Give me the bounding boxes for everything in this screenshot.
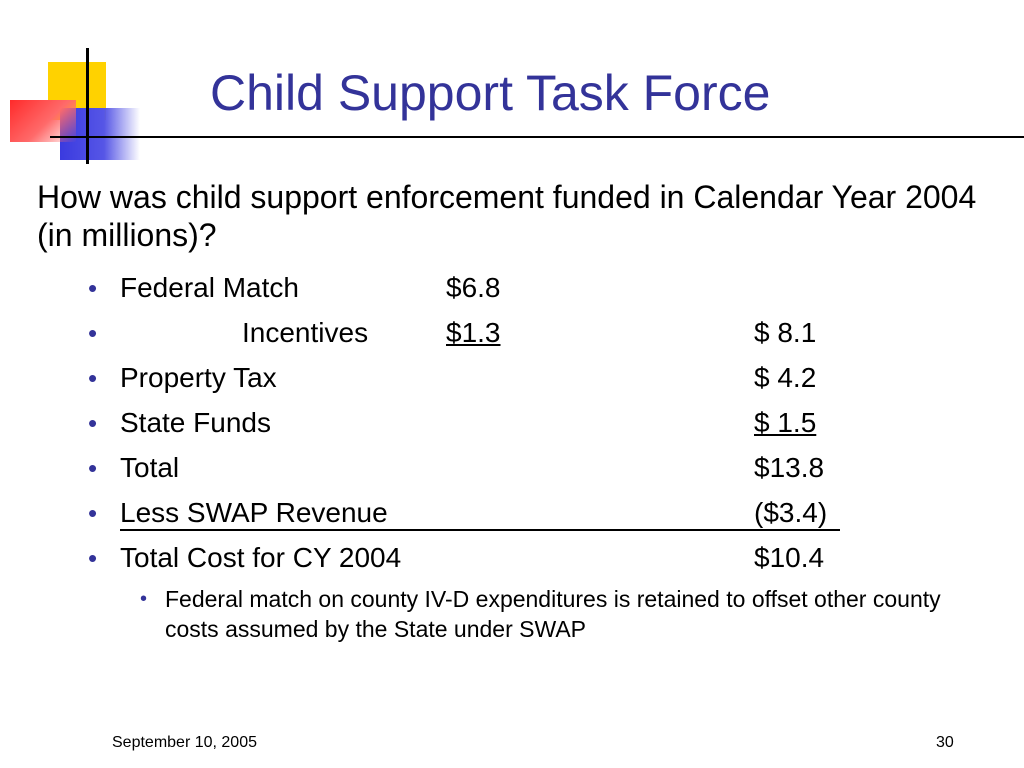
bullet-icon: • xyxy=(88,318,98,348)
title-divider-line xyxy=(50,136,1024,138)
funding-list xyxy=(88,270,988,585)
bullet-icon: • xyxy=(88,408,98,438)
item-label: Property Tax xyxy=(120,362,277,393)
item-amount: $10.4 xyxy=(754,542,825,573)
item-amount: $ 4.2 xyxy=(754,362,817,393)
list-item-federal-match xyxy=(88,270,988,315)
bullet-icon: • xyxy=(88,273,98,303)
sub-bullet-text: Federal match on county IV-D expenditures is retained to offset other county costs assumed by the State under SWAP xyxy=(165,586,941,642)
item-label: Federal Match xyxy=(120,272,299,303)
item-amount: $ 8.1 xyxy=(754,317,817,348)
slide-number: 30 xyxy=(936,734,954,751)
list-item-less-swap-revenue xyxy=(88,495,988,540)
bullet-icon: • xyxy=(88,498,98,528)
bullet-icon: • xyxy=(88,363,98,393)
logo-vertical-line xyxy=(86,48,89,164)
item-amount: $13.8 xyxy=(754,452,825,483)
item-label: Total Cost for CY 2004 xyxy=(120,542,402,573)
item-label: State Funds xyxy=(120,407,271,438)
item-subamount: $1.3 xyxy=(446,317,501,348)
item-subamount: $6.8 xyxy=(446,272,501,303)
footer-date: September 10, 2005 xyxy=(112,734,257,751)
list-item-total-cost xyxy=(88,540,988,585)
item-amount: $ 1.5 xyxy=(754,407,817,438)
item-label: Incentives xyxy=(242,317,369,348)
list-item-property-tax xyxy=(88,360,988,405)
bullet-icon: • xyxy=(88,453,98,483)
list-item-state-funds xyxy=(88,405,988,450)
bullet-icon: • xyxy=(88,543,98,573)
list-item-total xyxy=(88,450,988,495)
slide-title: Child Support Task Force xyxy=(210,65,771,121)
item-amount: ($3.4) xyxy=(754,497,828,528)
item-label: Less SWAP Revenue xyxy=(120,497,388,528)
item-label: Total xyxy=(120,452,180,483)
intro-question: How was child support enforcement funded in Calendar Year 2004 (in millions)? xyxy=(37,179,977,253)
sub-bullet-icon: • xyxy=(140,588,148,610)
list-item-incentives xyxy=(88,315,988,360)
